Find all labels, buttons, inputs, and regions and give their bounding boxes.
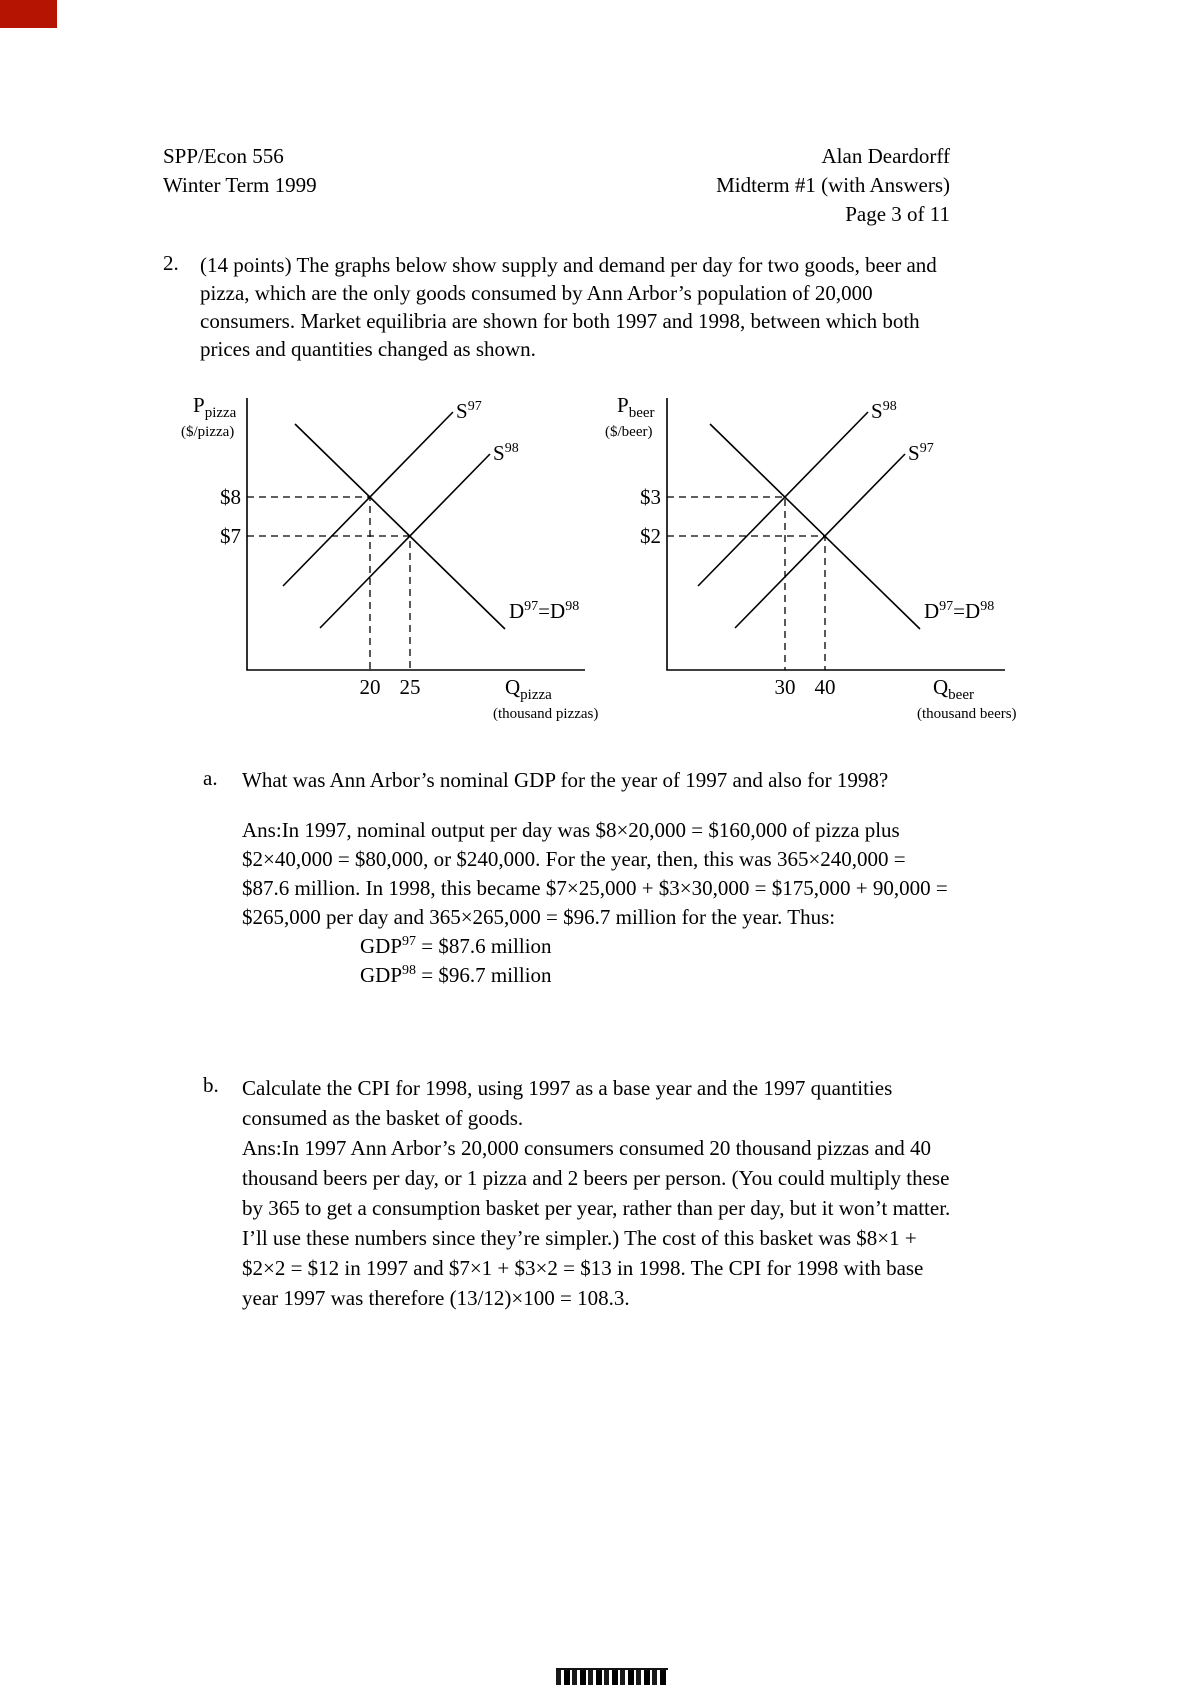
header-exam-info	[716, 142, 950, 229]
pizza-price-axis-unit: ($/pizza)	[181, 424, 235, 440]
pizza-price-8-tick: $8	[220, 485, 241, 509]
pizza-price-7-tick: $7	[220, 524, 241, 548]
pizza-s98-label: $S^{98}$	[493, 441, 519, 465]
beer-price-axis-label: $P_{beer}$	[617, 393, 655, 421]
beer-s97-label: $S^{97}$	[908, 441, 934, 465]
part-a-question-text: What was Ann Arbor’s nominal GDP for the year of 1997 and also for 1998?	[242, 768, 889, 792]
header-course-info	[163, 142, 317, 200]
beer-price-3-tick: $3	[640, 485, 661, 509]
question-2	[163, 251, 953, 363]
beer-q30-tick: 30	[774, 675, 796, 699]
beer-axes	[667, 398, 1005, 670]
pizza-supply-demand-graph	[165, 388, 605, 728]
part-b-body	[242, 1073, 963, 1313]
beer-quantity-axis-label: $Q_{beer}$	[933, 675, 974, 703]
pizza-quantity-axis-label: $Q_{pizza}$	[505, 675, 552, 703]
beer-quantity-axis-unit: (thousand beers)	[917, 706, 1017, 722]
pizza-eq97-guide	[247, 497, 370, 670]
answer-prefix: Ans:	[242, 1136, 282, 1160]
beer-supply-demand-graph	[585, 388, 1025, 728]
beer-eq97-guide	[667, 536, 825, 670]
answer-prefix: Ans:	[242, 818, 282, 842]
pizza-q20-tick: 20	[359, 675, 381, 699]
pizza-demand-curve	[295, 424, 505, 629]
page-bottom-artifact	[556, 1668, 668, 1685]
pizza-axes	[247, 398, 585, 670]
pizza-s97-label: $S^{97}$	[456, 399, 482, 423]
question-2-text: (14 points) The graphs below show supply and demand per day for two goods, beer and pizza, which are the only goods consumed by Ann Arbor’s population of 20,000 consumers. Market equilibria are shown for both 1997 and 1998, between which both prices and quantities changed as shown.	[200, 253, 937, 361]
question-2-number: 2.	[163, 251, 179, 275]
part-b-label: b.	[203, 1073, 219, 1097]
part-b-answer-text: In 1997 Ann Arbor’s 20,000 consumers consumed 20 thousand pizzas and 40 thousand beers per day, or 1 pizza and 2 beers per person. (You could multiply these by 365 to get a consumption basket per year, rather than per day, but it won’t matter. I’ll use these numbers since they’re simpler.) The cost of this basket was $8×1 + $2×2 = $12 in 1997 and $7×1 + $3×2 = $13 in 1998. The CPI for 1998 with base year 1997 was therefore (13/12)×100 = 108.3.	[242, 1136, 951, 1310]
beer-demand-curve	[710, 424, 920, 629]
page-number: Page 3 of 11	[845, 202, 950, 226]
exam-title: Midterm #1 (with Answers)	[716, 173, 950, 197]
beer-supply-97-curve	[735, 454, 905, 628]
beer-price-2-tick: $2	[640, 524, 661, 548]
author-name: Alan Deardorff	[821, 144, 950, 168]
part-a-answer-paragraph	[242, 816, 954, 932]
pizza-price-axis-label: $P_{pizza}$	[193, 393, 237, 421]
beer-eq98-guide	[667, 497, 785, 670]
part-a-answer	[242, 816, 954, 990]
pizza-demand-label: $D^{97}=D^{98}$	[509, 599, 580, 623]
part-b-answer-paragraph	[242, 1133, 963, 1313]
part-a-label: a.	[203, 766, 218, 790]
beer-s98-label: $S^{98}$	[871, 399, 897, 423]
pizza-eq98-guide	[247, 536, 410, 670]
beer-demand-label: $D^{97}=D^{98}$	[924, 599, 995, 623]
part-b-section	[203, 1073, 963, 1313]
scan-artifact-corner	[0, 0, 57, 28]
beer-q40-tick: 40	[814, 675, 836, 699]
course-code: SPP/Econ 556	[163, 144, 284, 168]
part-a-question	[203, 766, 963, 795]
pizza-quantity-axis-unit: (thousand pizzas)	[493, 706, 599, 722]
pizza-supply-98-curve	[320, 454, 490, 628]
gdp-98-result: $GDP^{98}$ = $96.7 million	[360, 963, 552, 987]
gdp-97-result: $GDP^{97}$ = $87.6 million	[360, 934, 552, 958]
course-term: Winter Term 1999	[163, 173, 317, 197]
pizza-q25-tick: 25	[399, 675, 421, 699]
part-a-answer-text: In 1997, nominal output per day was $8×20,000 = $160,000 of pizza plus $2×40,000 = $80,000, or $240,000. For the year, then, this was 365×240,000 = $87.6 million. In 1998, this became $7×25,000 + $3×30,000 = $175,000 + 90,000 = $265,000 per day and 365×265,000 = $96.7 million for the year. Thus:	[242, 818, 948, 929]
beer-price-axis-unit: ($/beer)	[605, 424, 653, 440]
part-b-question-text: Calculate the CPI for 1998, using 1997 as a base year and the 1997 quantities consumed as the basket of goods.	[242, 1076, 893, 1130]
